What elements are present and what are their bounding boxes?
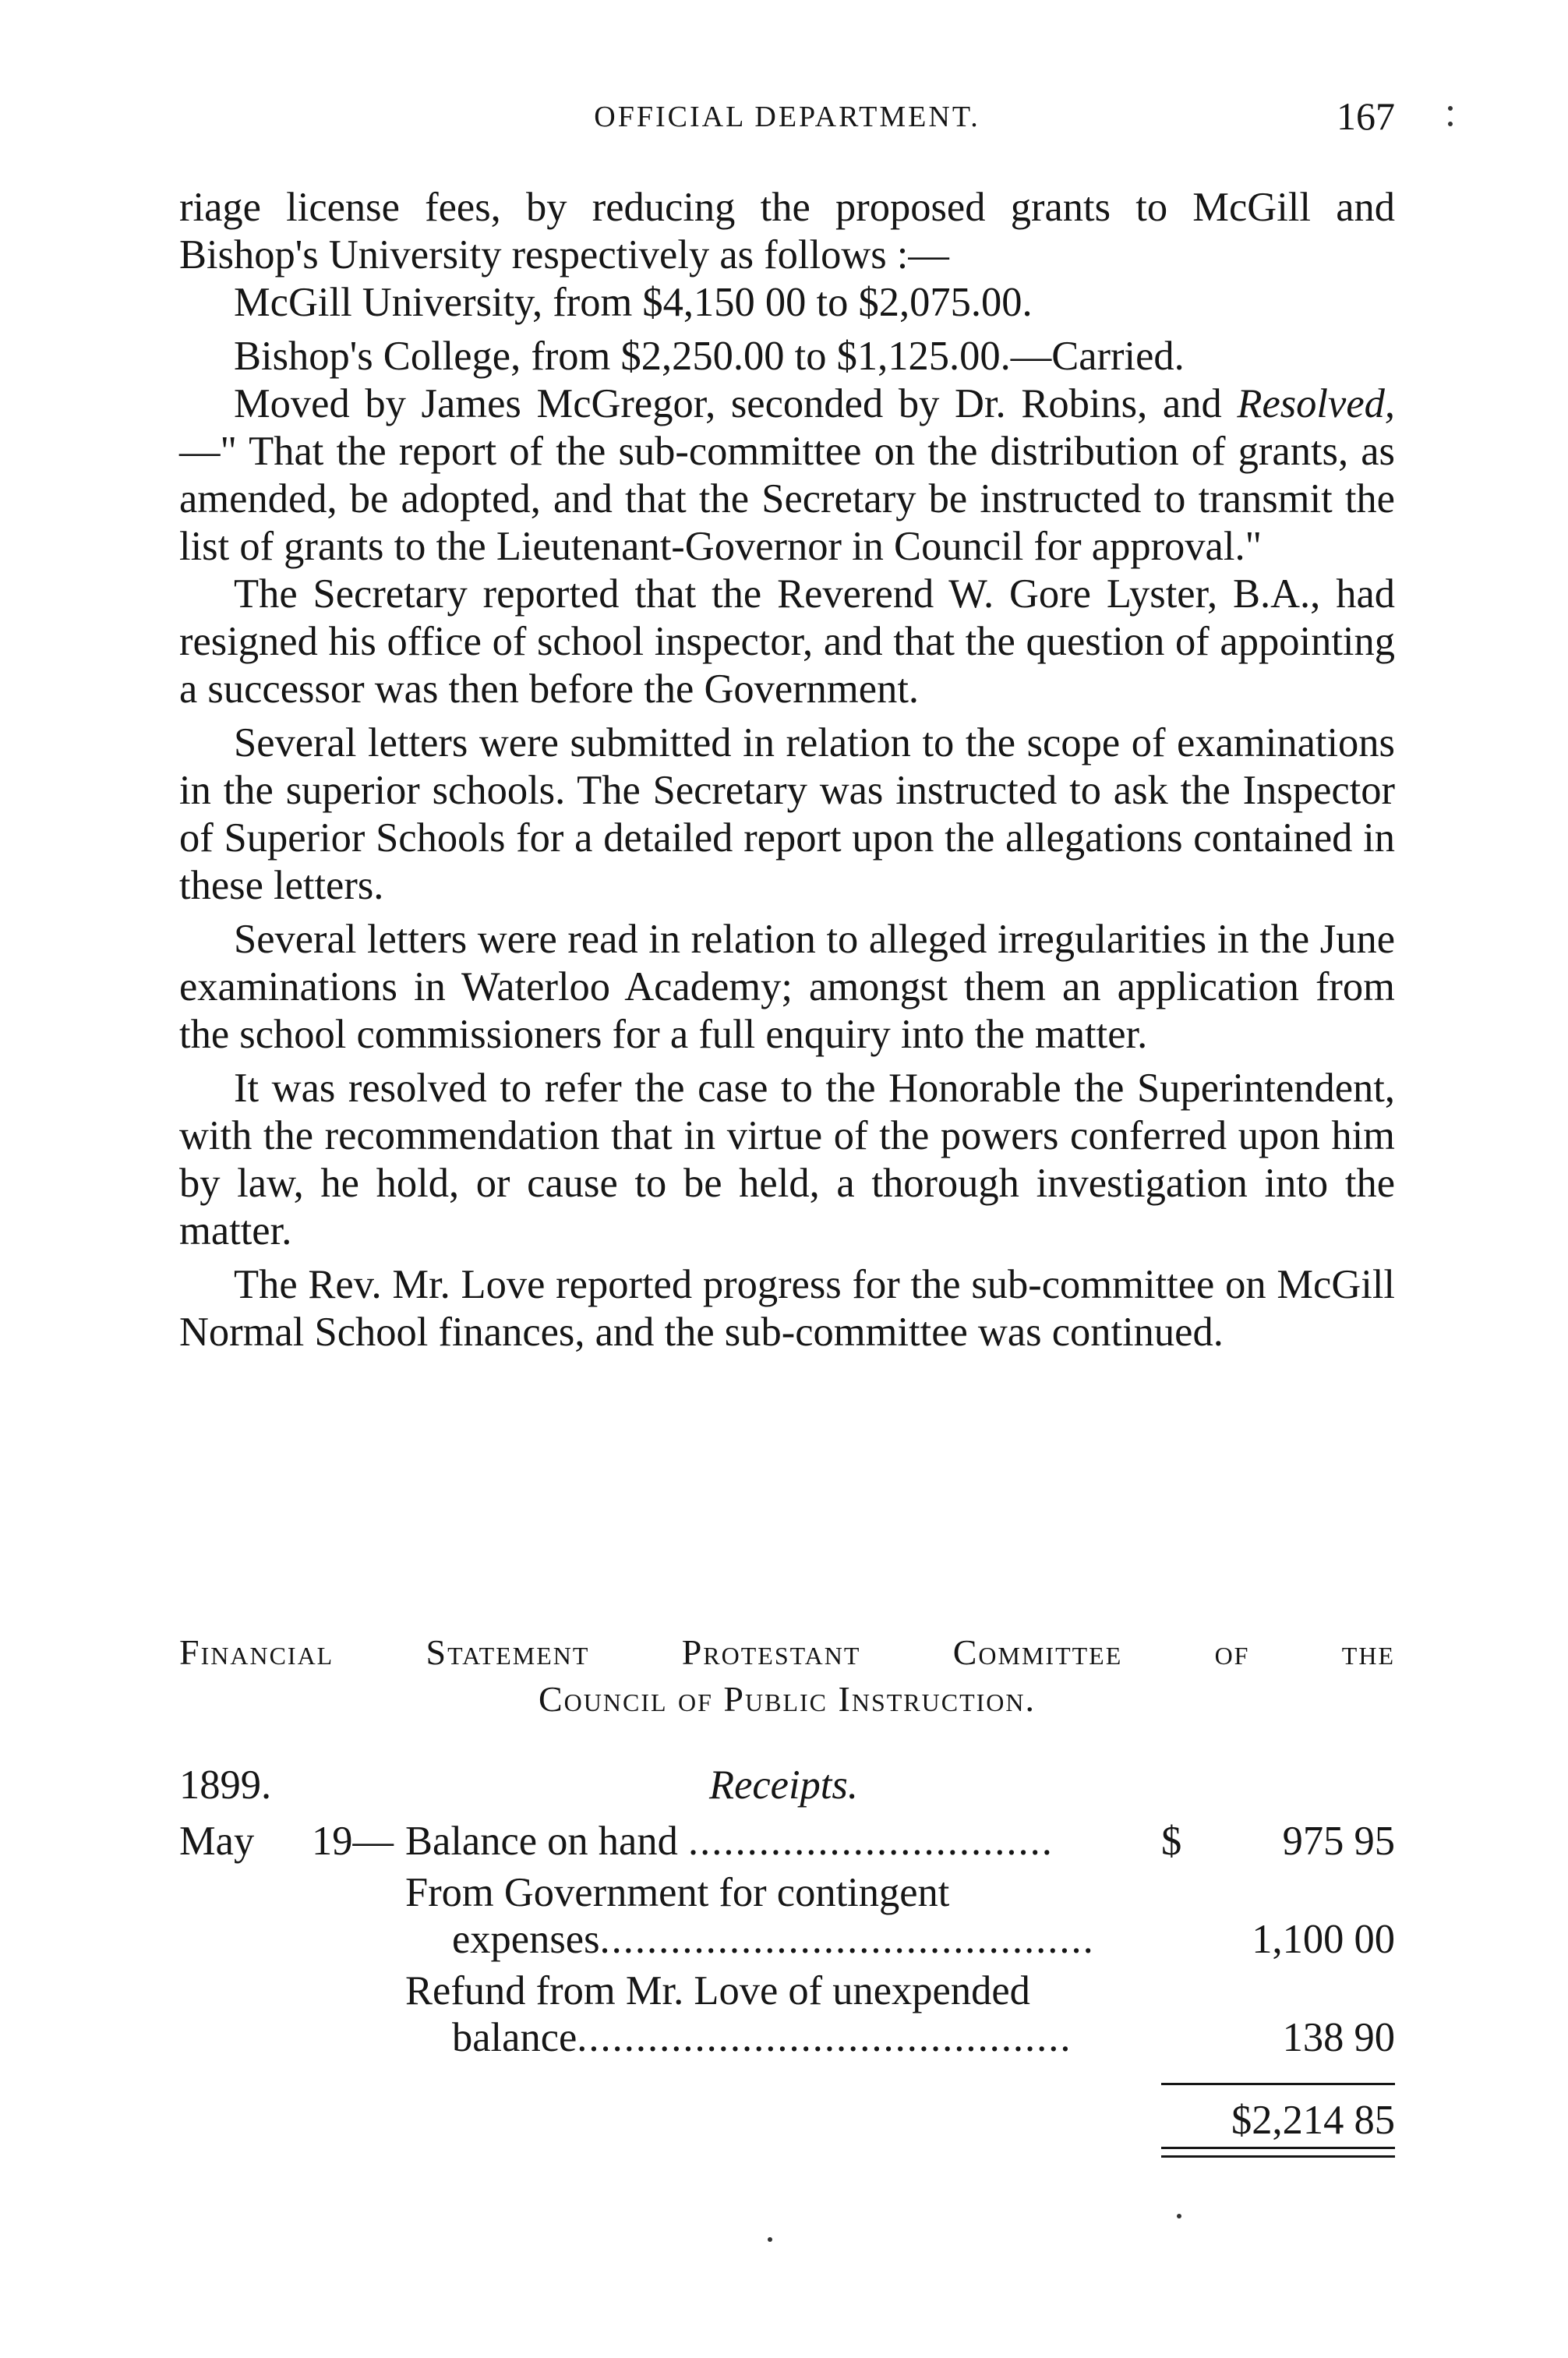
entry-text-line-1: Refund from Mr. Love of unexpended (405, 1968, 1030, 2013)
financial-statement-heading (179, 1629, 1395, 1723)
running-title: OFFICIAL DEPARTMENT. (594, 101, 980, 133)
entry-text-line-1: From Government for contingent (405, 1870, 950, 1915)
ledger-year: 1899. (179, 1762, 272, 1808)
scan-speck (1448, 106, 1453, 111)
entry-description (405, 1818, 1263, 1865)
paragraph-continuation: riage license fees, by reducing the proposed grants to McGill and Bishop's University respectively as follows :— (179, 185, 1395, 278)
ledger-entry (179, 1869, 1395, 1967)
paragraph-waterloo-academy: Several letters were read in relation to alleged irregularities in the June examinations in Waterloo Academy; amongst them an application from the school commissioners for a full enquiry into the matter. (179, 917, 1395, 1057)
paragraph-superior-schools: Several letters were submitted in relation to the scope of examinations in the superior schools. The Secretary was instructed to ask the Inspector of Superior Schools for a detailed report upon the allegations contained in these letters. (179, 720, 1395, 908)
paragraph-motion (179, 380, 1395, 571)
motion-lead: Moved by James McGregor, seconded by Dr. Robins, and (234, 381, 1222, 426)
ledger-entry (179, 1818, 1395, 1869)
entry-month: May (179, 1819, 255, 1864)
dot-leader: .......................................... (577, 2015, 1072, 2060)
currency-sign: $ (1161, 1819, 1182, 1864)
page-number: 167 (1337, 94, 1395, 138)
entry-text: balance (452, 2015, 577, 2060)
entry-amount (1161, 1818, 1395, 1865)
dot-leader: ............................... (688, 1819, 1054, 1864)
entry-amount (1161, 1916, 1395, 1963)
paragraph-bishops-grant: Bishop's College, from $2,250.00 to $1,125.00.—Carried. (234, 334, 1185, 379)
heading-line-1: Financial Statement Protestant Committee of the (179, 1632, 1395, 1672)
heading-line-2: Council of Public Instruction. (538, 1679, 1037, 1719)
total-rule (1161, 2083, 1395, 2085)
entry-text: expenses (452, 1917, 600, 1962)
dot-leader: .......................................... (599, 1917, 1095, 1962)
paragraph-normal-school: The Rev. Mr. Love reported progress for the sub-committee on McGill Normal School finances, and the sub-committee was continued. (179, 1262, 1395, 1355)
amount-value: 138 90 (1282, 2015, 1395, 2060)
paragraph-inspector-resignation: The Secretary reported that the Reverend W. Gore Lyster, B.A., had resigned his office of school inspector, and that the question of appointing a successor was then before the Government. (179, 571, 1395, 712)
ledger-header (179, 1762, 1395, 1818)
scan-speck (1177, 2214, 1181, 2218)
entry-text: Balance on hand (405, 1819, 678, 1864)
ledger-section-title: Receipts. (709, 1762, 858, 1808)
motion-resolution: —" That the report of the sub-committee on the distribution of grants, as amended, be adopted, and that the Secretary be instructed to transmit the list of grants to the Lieutenant-Governor in Council for approval." (179, 429, 1395, 569)
entry-day: 19— (312, 1819, 394, 1864)
paragraph-mcgill-grant: McGill University, from $4,150 00 to $2,075.00. (234, 280, 1033, 325)
body-text (179, 184, 1395, 1356)
amount-value: 1,100 00 (1252, 1917, 1395, 1962)
entry-description (405, 1967, 1263, 2061)
paragraph-superintendent-referral: It was resolved to refer the case to the Honorable the Superintendent, with the recommendation that in virtue of the powers conferred upon him by law, he hold, or cause to be held, a thorough investigation into the matter. (179, 1066, 1395, 1253)
entry-amount (1161, 2014, 1395, 2061)
double-rule (1161, 2147, 1395, 2158)
receipts-ledger (179, 1762, 1395, 2175)
total-amount: $2,214 85 (1231, 2098, 1395, 2143)
running-head (179, 94, 1395, 156)
entry-description (405, 1869, 1263, 1963)
scan-speck (1448, 122, 1453, 126)
entry-text-line-2 (405, 2014, 1263, 2061)
ledger-entry (179, 1967, 1395, 2066)
ledger-total (179, 2066, 1395, 2175)
scan-speck (768, 2237, 772, 2242)
entry-text-line-2 (405, 1916, 1263, 1963)
resolved-label: Resolved, (1237, 381, 1395, 426)
amount-value: 975 95 (1282, 1819, 1395, 1864)
